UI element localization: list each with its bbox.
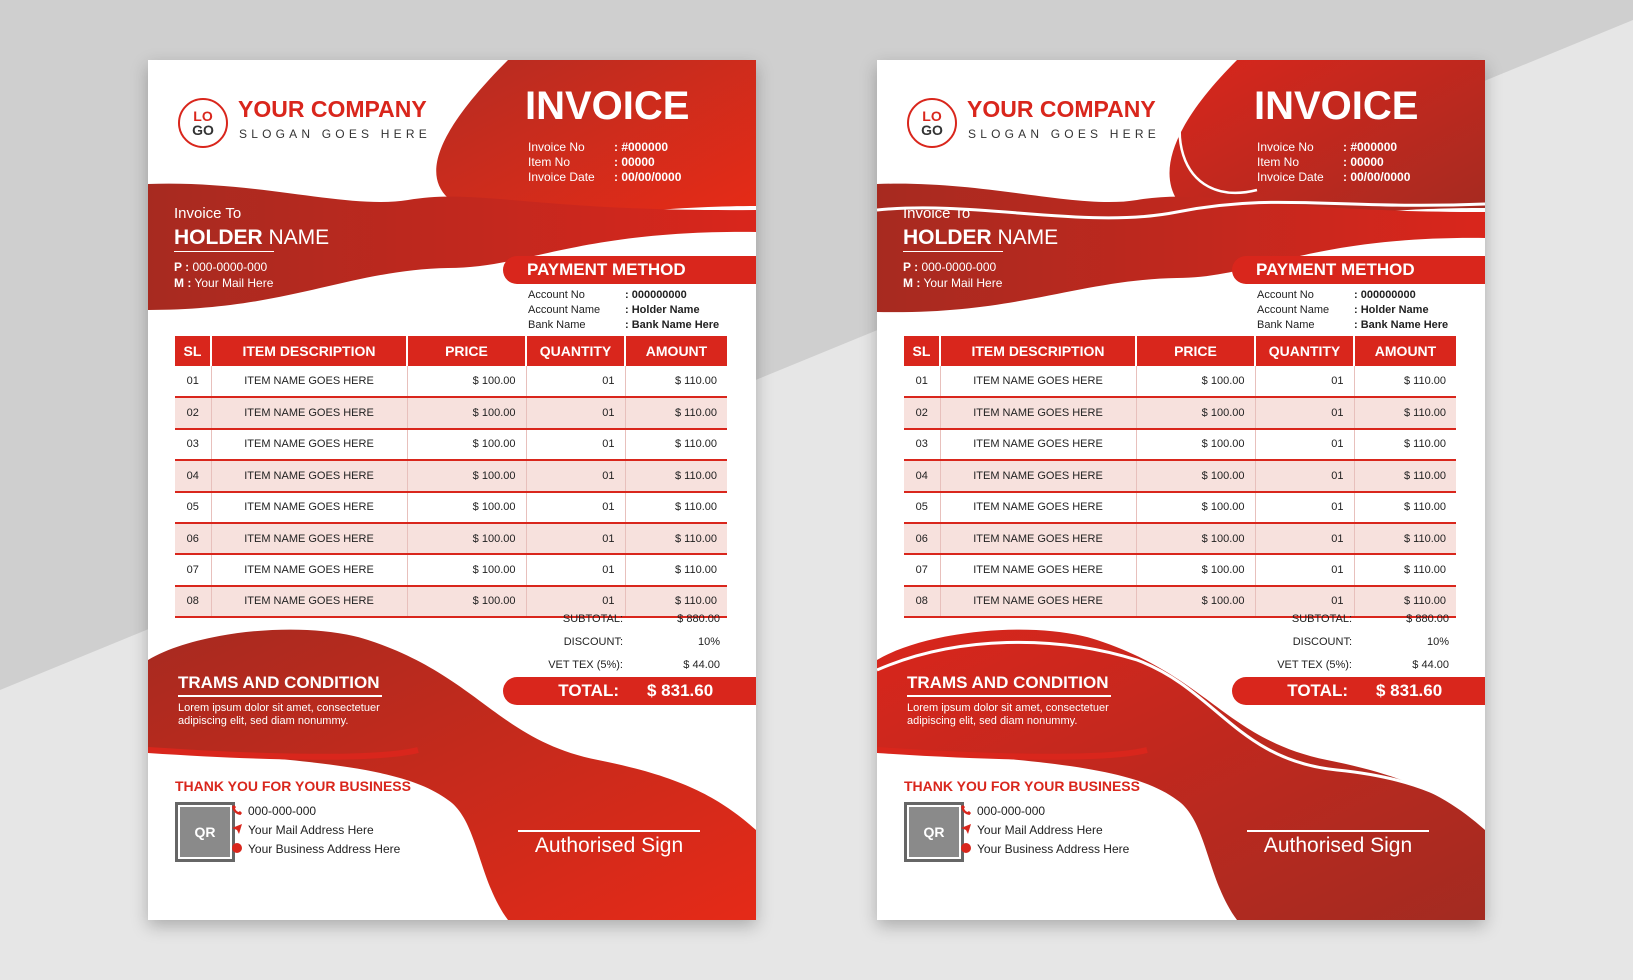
cell-quantity: 01	[1255, 554, 1354, 585]
account-number	[528, 289, 687, 301]
cell-amount: $ 110.00	[625, 397, 727, 428]
header-quantity: QUANTITY	[1255, 336, 1354, 366]
company-slogan: SLOGAN GOES HERE	[239, 127, 431, 141]
cell-price: $ 100.00	[1136, 523, 1255, 554]
total-bar	[1232, 677, 1485, 705]
cell-description: ITEM NAME GOES HERE	[211, 523, 407, 554]
bank-name-label: Bank Name	[1257, 319, 1315, 331]
items-table	[175, 336, 727, 618]
footer-mail-text: Your Mail Address Here	[248, 823, 374, 837]
tax-label: VET TEX (5%):	[548, 659, 623, 671]
client-phone	[903, 260, 996, 274]
item-number-label: Item No	[1257, 155, 1300, 169]
cell-price: $ 100.00	[407, 429, 526, 460]
logo-text-bottom: GO	[921, 122, 943, 138]
invoice-date-value: : 00/00/0000	[1343, 170, 1411, 184]
table-header-row	[175, 336, 727, 366]
table-row	[904, 397, 1456, 428]
authorised-sign: Authorised Sign	[534, 834, 684, 857]
cell-price: $ 100.00	[1136, 492, 1255, 523]
invoice-date-label: Invoice Date	[1257, 170, 1324, 184]
header-amount: AMOUNT	[1354, 336, 1456, 366]
holder-underline	[174, 251, 274, 252]
subtotal-label: SUBTOTAL:	[1291, 613, 1352, 625]
account-name-value: : Holder Name	[1354, 304, 1429, 316]
cell-description: ITEM NAME GOES HERE	[211, 492, 407, 523]
logo	[178, 98, 228, 148]
holder-name-rest: NAME	[991, 226, 1059, 249]
invoice-date	[1257, 170, 1411, 184]
total-label: TOTAL:	[1287, 681, 1348, 700]
items-table	[904, 336, 1456, 618]
cell-description: ITEM NAME GOES HERE	[940, 586, 1136, 617]
table-row	[904, 366, 1456, 397]
sign-line	[1247, 830, 1429, 832]
footer-phone	[977, 804, 1045, 818]
total-value: $ 831.60	[1376, 681, 1443, 700]
table-row	[904, 523, 1456, 554]
qr-code: QR	[904, 802, 964, 862]
cell-amount: $ 110.00	[1354, 397, 1456, 428]
cell-description: ITEM NAME GOES HERE	[940, 429, 1136, 460]
cell-sl: 06	[904, 523, 940, 554]
account-number-value: : 000000000	[625, 289, 687, 301]
invoice-date-label: Invoice Date	[528, 170, 595, 184]
footer-address-text: Your Business Address Here	[248, 842, 401, 856]
location-dot-icon	[232, 843, 242, 853]
holder-name-rest: NAME	[262, 226, 330, 249]
send-icon	[232, 824, 242, 834]
footer-mail	[977, 823, 1103, 837]
cell-amount: $ 110.00	[1354, 586, 1456, 617]
cell-quantity: 01	[1255, 523, 1354, 554]
cell-quantity: 01	[1255, 460, 1354, 491]
item-number-value: : 00000	[614, 155, 655, 169]
total-value: $ 831.60	[647, 681, 714, 700]
cell-sl: 01	[175, 366, 211, 397]
cell-amount: $ 110.00	[625, 429, 727, 460]
total-label: TOTAL:	[558, 681, 619, 700]
payment-method-title: PAYMENT METHOD	[503, 256, 756, 284]
cell-description: ITEM NAME GOES HERE	[940, 460, 1136, 491]
table-row	[175, 397, 727, 428]
cell-quantity: 01	[1255, 366, 1354, 397]
holder-name	[903, 226, 1058, 250]
cell-price: $ 100.00	[1136, 397, 1255, 428]
bank-name	[528, 319, 720, 331]
footer-mail-text: Your Mail Address Here	[977, 823, 1103, 837]
cell-sl: 02	[175, 397, 211, 428]
subtotal-value: $ 880.00	[677, 613, 720, 625]
client-mail-label: M :	[903, 276, 921, 290]
cell-quantity: 01	[526, 429, 625, 460]
cell-quantity: 01	[526, 460, 625, 491]
cell-amount: $ 110.00	[1354, 460, 1456, 491]
footer-phone-text: 000-000-000	[977, 804, 1046, 818]
table-row	[175, 554, 727, 585]
invoice-title: INVOICE	[525, 84, 690, 128]
total-bar	[503, 677, 756, 705]
cell-sl: 04	[904, 460, 940, 491]
cell-amount: $ 110.00	[1354, 523, 1456, 554]
cell-price: $ 100.00	[407, 492, 526, 523]
account-name-value: : Holder Name	[625, 304, 700, 316]
account-name-label: Account Name	[1257, 304, 1330, 316]
client-phone-label: P :	[174, 260, 190, 274]
item-number-label: Item No	[528, 155, 571, 169]
cell-price: $ 100.00	[407, 586, 526, 617]
subtotal-value: $ 880.00	[1406, 613, 1449, 625]
cell-description: ITEM NAME GOES HERE	[211, 397, 407, 428]
footer-address-text: Your Business Address Here	[977, 842, 1130, 856]
invoice-title: INVOICE	[1254, 84, 1419, 128]
phone-icon	[961, 805, 971, 815]
cell-amount: $ 110.00	[625, 523, 727, 554]
cell-amount: $ 110.00	[1354, 554, 1456, 585]
item-number	[528, 155, 655, 169]
cell-sl: 08	[175, 586, 211, 617]
table-row	[175, 523, 727, 554]
footer-address	[977, 842, 1129, 856]
client-mail-label: M :	[174, 276, 192, 290]
header-sl: SL	[904, 336, 940, 366]
cell-price: $ 100.00	[407, 460, 526, 491]
invoice-number-label: Invoice No	[1257, 140, 1314, 154]
client-phone-value: 000-0000-000	[189, 260, 268, 274]
tax-label: VET TEX (5%):	[1277, 659, 1352, 671]
cell-quantity: 01	[526, 523, 625, 554]
cell-sl: 02	[904, 397, 940, 428]
client-mail-value: Your Mail Here	[920, 276, 1003, 290]
cell-price: $ 100.00	[1136, 366, 1255, 397]
holder-name-bold: HOLDER	[903, 226, 992, 249]
bank-name	[1257, 319, 1449, 331]
tax-value: $ 44.00	[683, 659, 720, 671]
cell-amount: $ 110.00	[1354, 429, 1456, 460]
cell-quantity: 01	[526, 397, 625, 428]
header-description: ITEM DESCRIPTION	[940, 336, 1136, 366]
logo	[907, 98, 957, 148]
terms-underline	[907, 695, 1111, 697]
qr-code: QR	[175, 802, 235, 862]
cell-sl: 07	[904, 554, 940, 585]
cell-quantity: 01	[1255, 492, 1354, 523]
cell-price: $ 100.00	[1136, 586, 1255, 617]
tax-value: $ 44.00	[1412, 659, 1449, 671]
cell-description: ITEM NAME GOES HERE	[940, 523, 1136, 554]
account-number-label: Account No	[1257, 289, 1314, 301]
client-mail-value: Your Mail Here	[191, 276, 274, 290]
cell-price: $ 100.00	[407, 523, 526, 554]
client-phone	[174, 260, 267, 274]
cell-amount: $ 110.00	[1354, 492, 1456, 523]
invoice-sheet-right	[877, 60, 1485, 920]
header-amount: AMOUNT	[625, 336, 727, 366]
cell-amount: $ 110.00	[1354, 366, 1456, 397]
discount-label: DISCOUNT:	[1292, 636, 1352, 648]
terms-text: Lorem ipsum dolor sit amet, consectetuer adipiscing elit, sed diam nonummy.	[178, 702, 380, 727]
invoice-number	[1257, 140, 1398, 154]
cell-price: $ 100.00	[1136, 554, 1255, 585]
account-number	[1257, 289, 1416, 301]
table-row	[904, 429, 1456, 460]
footer-phone-text: 000-000-000	[248, 804, 317, 818]
table-row	[904, 460, 1456, 491]
payment-method-title: PAYMENT METHOD	[1232, 256, 1485, 284]
invoice-number-value: : #000000	[614, 140, 669, 154]
cell-description: ITEM NAME GOES HERE	[940, 397, 1136, 428]
cell-description: ITEM NAME GOES HERE	[211, 429, 407, 460]
cell-price: $ 100.00	[1136, 460, 1255, 491]
cell-sl: 05	[175, 492, 211, 523]
cell-sl: 06	[175, 523, 211, 554]
discount-value: 10%	[697, 636, 720, 648]
cell-price: $ 100.00	[407, 366, 526, 397]
client-mail	[174, 276, 273, 290]
invoice-date-value: : 00/00/0000	[614, 170, 682, 184]
holder-underline	[903, 251, 1003, 252]
footer-mail	[248, 823, 374, 837]
cell-price: $ 100.00	[407, 397, 526, 428]
item-number	[1257, 155, 1384, 169]
header-description: ITEM DESCRIPTION	[211, 336, 407, 366]
cell-sl: 05	[904, 492, 940, 523]
header-price: PRICE	[407, 336, 526, 366]
cell-price: $ 100.00	[1136, 429, 1255, 460]
invoice-number	[528, 140, 669, 154]
client-phone-label: P :	[903, 260, 919, 274]
cell-quantity: 01	[526, 492, 625, 523]
thank-you-text: THANK YOU FOR YOUR BUSINESS	[904, 778, 1140, 794]
account-name	[528, 304, 700, 316]
cell-sl: 03	[175, 429, 211, 460]
cell-quantity: 01	[526, 366, 625, 397]
table-row	[175, 366, 727, 397]
terms-title: TRAMS AND CONDITION	[907, 673, 1109, 692]
cell-quantity: 01	[1255, 586, 1354, 617]
terms-title: TRAMS AND CONDITION	[178, 673, 380, 692]
client-mail	[903, 276, 1002, 290]
header-price: PRICE	[1136, 336, 1255, 366]
cell-amount: $ 110.00	[625, 492, 727, 523]
invoice-number-value: : #000000	[1343, 140, 1398, 154]
discount-value: 10%	[1426, 636, 1449, 648]
terms-underline	[178, 695, 382, 697]
cell-amount: $ 110.00	[625, 586, 727, 617]
cell-description: ITEM NAME GOES HERE	[211, 366, 407, 397]
cell-description: ITEM NAME GOES HERE	[211, 554, 407, 585]
invoice-number-label: Invoice No	[528, 140, 585, 154]
logo-text-top: LO	[922, 108, 942, 124]
subtotal-label: SUBTOTAL:	[562, 613, 623, 625]
holder-name	[174, 226, 329, 250]
account-number-label: Account No	[528, 289, 585, 301]
location-dot-icon	[961, 843, 971, 853]
invoice-sheet-left	[148, 60, 756, 920]
phone-icon	[232, 805, 242, 815]
invoice-date	[528, 170, 682, 184]
account-number-value: : 000000000	[1354, 289, 1416, 301]
cell-sl: 07	[175, 554, 211, 585]
cell-amount: $ 110.00	[625, 366, 727, 397]
cell-amount: $ 110.00	[625, 460, 727, 491]
company-name: YOUR COMPANY	[238, 96, 427, 122]
cell-quantity: 01	[526, 586, 625, 617]
header-quantity: QUANTITY	[526, 336, 625, 366]
cell-quantity: 01	[526, 554, 625, 585]
holder-name-bold: HOLDER	[174, 226, 263, 249]
cell-sl: 01	[904, 366, 940, 397]
authorised-sign: Authorised Sign	[1263, 834, 1413, 857]
invoice-to-label: Invoice To	[174, 205, 242, 222]
table-row	[904, 554, 1456, 585]
cell-description: ITEM NAME GOES HERE	[940, 554, 1136, 585]
client-phone-value: 000-0000-000	[918, 260, 997, 274]
table-row	[175, 460, 727, 491]
item-number-value: : 00000	[1343, 155, 1384, 169]
bank-name-value: : Bank Name Here	[1354, 319, 1449, 331]
footer-address	[248, 842, 400, 856]
table-row	[175, 492, 727, 523]
table-header-row	[904, 336, 1456, 366]
header-sl: SL	[175, 336, 211, 366]
invoice-to-label: Invoice To	[903, 205, 971, 222]
cell-sl: 03	[904, 429, 940, 460]
cell-sl: 04	[175, 460, 211, 491]
company-slogan: SLOGAN GOES HERE	[968, 127, 1160, 141]
terms-text: Lorem ipsum dolor sit amet, consectetuer adipiscing elit, sed diam nonummy.	[907, 702, 1109, 727]
cell-quantity: 01	[1255, 429, 1354, 460]
cell-description: ITEM NAME GOES HERE	[940, 366, 1136, 397]
logo-text-top: LO	[193, 108, 213, 124]
discount-label: DISCOUNT:	[563, 636, 623, 648]
sign-line	[518, 830, 700, 832]
company-name: YOUR COMPANY	[967, 96, 1156, 122]
thank-you-text: THANK YOU FOR YOUR BUSINESS	[175, 778, 411, 794]
cell-amount: $ 110.00	[625, 554, 727, 585]
footer-phone	[248, 804, 316, 818]
bank-name-value: : Bank Name Here	[625, 319, 720, 331]
logo-text-bottom: GO	[192, 122, 214, 138]
bank-name-label: Bank Name	[528, 319, 586, 331]
cell-description: ITEM NAME GOES HERE	[940, 492, 1136, 523]
cell-price: $ 100.00	[407, 554, 526, 585]
account-name-label: Account Name	[528, 304, 601, 316]
send-icon	[961, 824, 971, 834]
cell-quantity: 01	[1255, 397, 1354, 428]
cell-description: ITEM NAME GOES HERE	[211, 460, 407, 491]
table-row	[904, 492, 1456, 523]
account-name	[1257, 304, 1429, 316]
cell-description: ITEM NAME GOES HERE	[211, 586, 407, 617]
table-row	[175, 429, 727, 460]
cell-sl: 08	[904, 586, 940, 617]
